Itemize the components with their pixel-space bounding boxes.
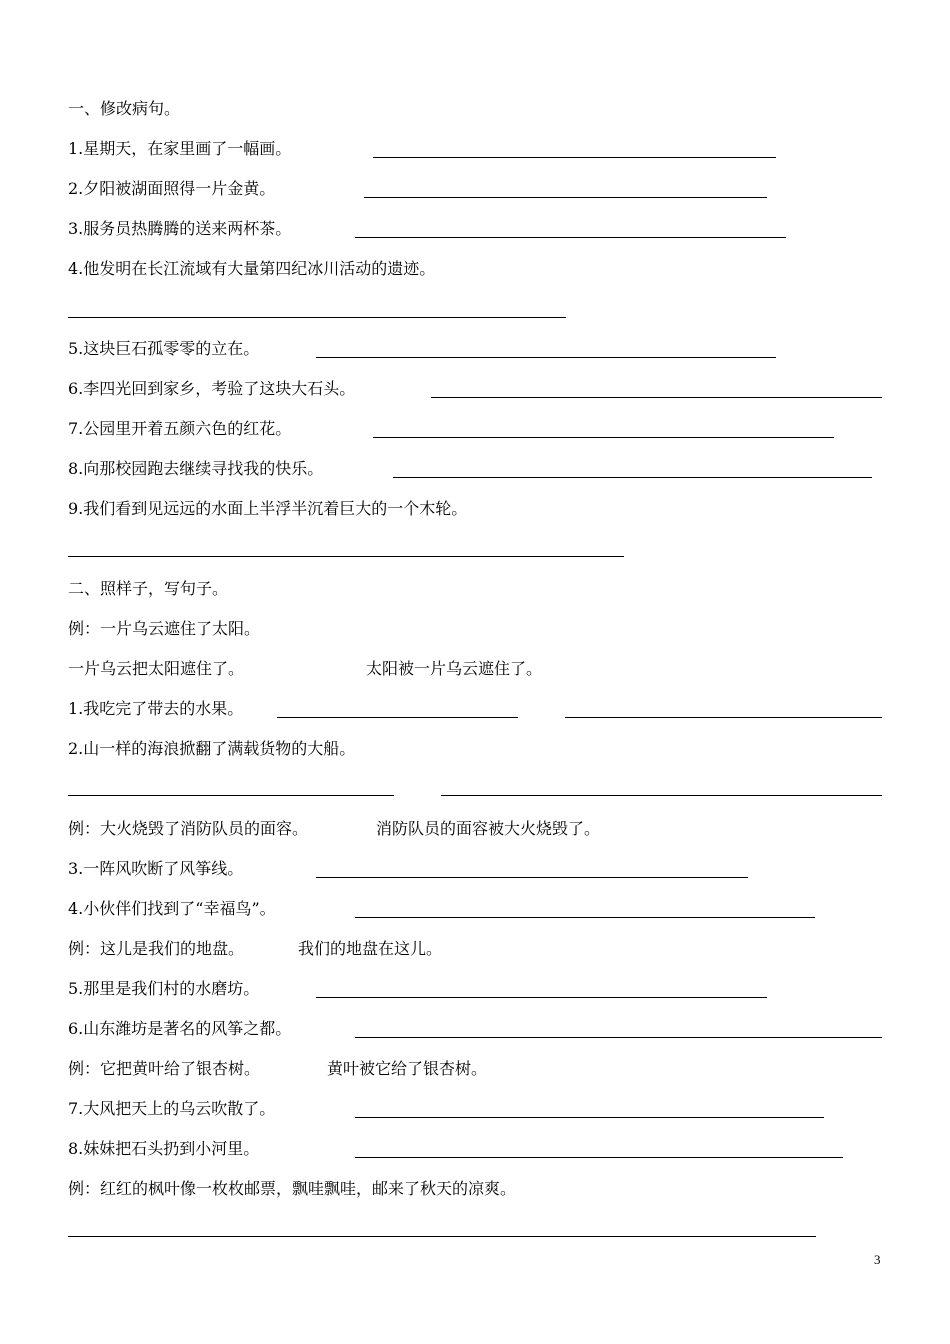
answer-line-8[interactable] [393,477,872,478]
example-1-answer-a: 一片乌云把太阳遮住了。 [68,659,245,678]
example-4: 例：它把黄叶给了银杏树。 黄叶被它给了银杏树。 [68,1059,488,1078]
answer-line-6[interactable] [431,397,882,398]
example-1-answers [68,657,768,681]
s2-answer-line-5[interactable] [316,997,767,998]
s2-answer-line-2a[interactable] [68,795,394,796]
example-3: 例：这儿是我们的地盘。 我们的地盘在这儿。 [68,939,443,958]
answer-line-7[interactable] [373,437,834,438]
example-1-answer-b: 太阳被一片乌云遮住了。 [366,659,543,678]
example-2: 例：大火烧毁了消防队员的面容。 消防队员的面容被大火烧毁了。 [68,819,601,838]
s2-answer-line-1a[interactable] [277,717,518,718]
answer-line-4[interactable] [68,317,566,318]
question-6-text: 6.李四光回到家乡，考验了这块大石头。 [68,379,356,398]
s2-answer-line-2b[interactable] [441,795,882,796]
s2-answer-line-8[interactable] [355,1157,843,1158]
s2-answer-line-1b[interactable] [565,717,882,718]
question-5-text: 5.这块巨石孤零零的立在。 [68,339,260,358]
answer-line-2[interactable] [364,197,767,198]
s2-answer-line-6[interactable] [355,1037,882,1038]
question-3-text: 3.服务员热腾腾的送来两杯茶。 [68,219,292,238]
s2-answer-line-7[interactable] [355,1117,824,1118]
answer-line-1[interactable] [373,157,776,158]
answer-line-5[interactable] [316,357,776,358]
page-number: 3 [874,1252,881,1267]
question-4-text: 4.他发明在长江流域有大量第四纪冰川活动的遗迹。 [68,259,436,278]
answer-line-3[interactable] [355,237,786,238]
s2-answer-line-3[interactable] [316,877,748,878]
question-1-text: 1.星期天，在家里画了一幅画。 [68,139,292,158]
s2-answer-line-4[interactable] [355,917,815,918]
question-9-text: 9.我们看到见远远的水面上半浮半沉着巨大的一个木轮。 [68,499,468,518]
question-8-text: 8.向那校园跑去继续寻找我的快乐。 [68,459,324,478]
s2-answer-line-9[interactable] [68,1236,816,1237]
question-7-text: 7.公园里开着五颜六色的红花。 [68,419,292,438]
answer-line-9[interactable] [68,556,624,557]
question-2-text: 2.夕阳被湖面照得一片金黄。 [68,179,276,198]
